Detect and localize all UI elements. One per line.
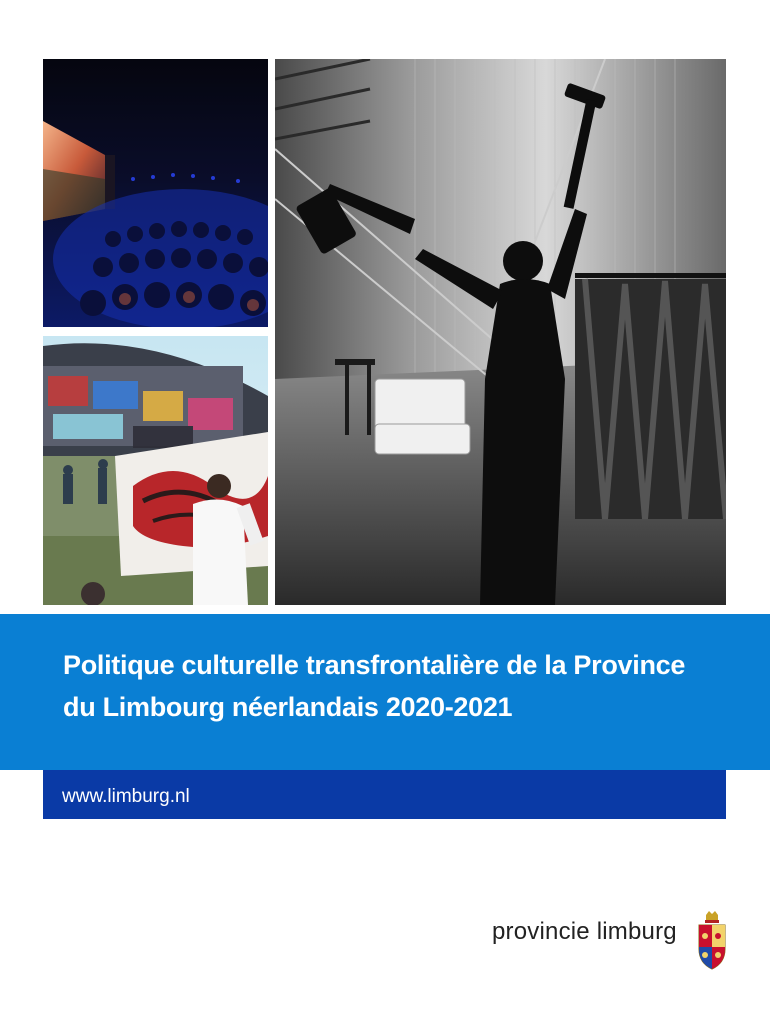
brand-name: provincie limburg xyxy=(492,918,677,945)
title-band xyxy=(0,614,770,770)
title-line-1: Politique culturelle transfrontalière de la Province xyxy=(63,650,686,680)
photo-cinema-audience xyxy=(43,59,268,327)
photo-performer-window-cleaning xyxy=(275,59,726,605)
website-link[interactable]: www.limburg.nl xyxy=(62,786,190,807)
photo-graffiti-artist xyxy=(43,336,268,605)
title-line-2: du Limbourg néerlandais 2020-2021 xyxy=(63,692,513,722)
coat-of-arms-icon xyxy=(696,909,728,971)
document-title xyxy=(63,644,750,728)
website-band xyxy=(43,770,726,819)
